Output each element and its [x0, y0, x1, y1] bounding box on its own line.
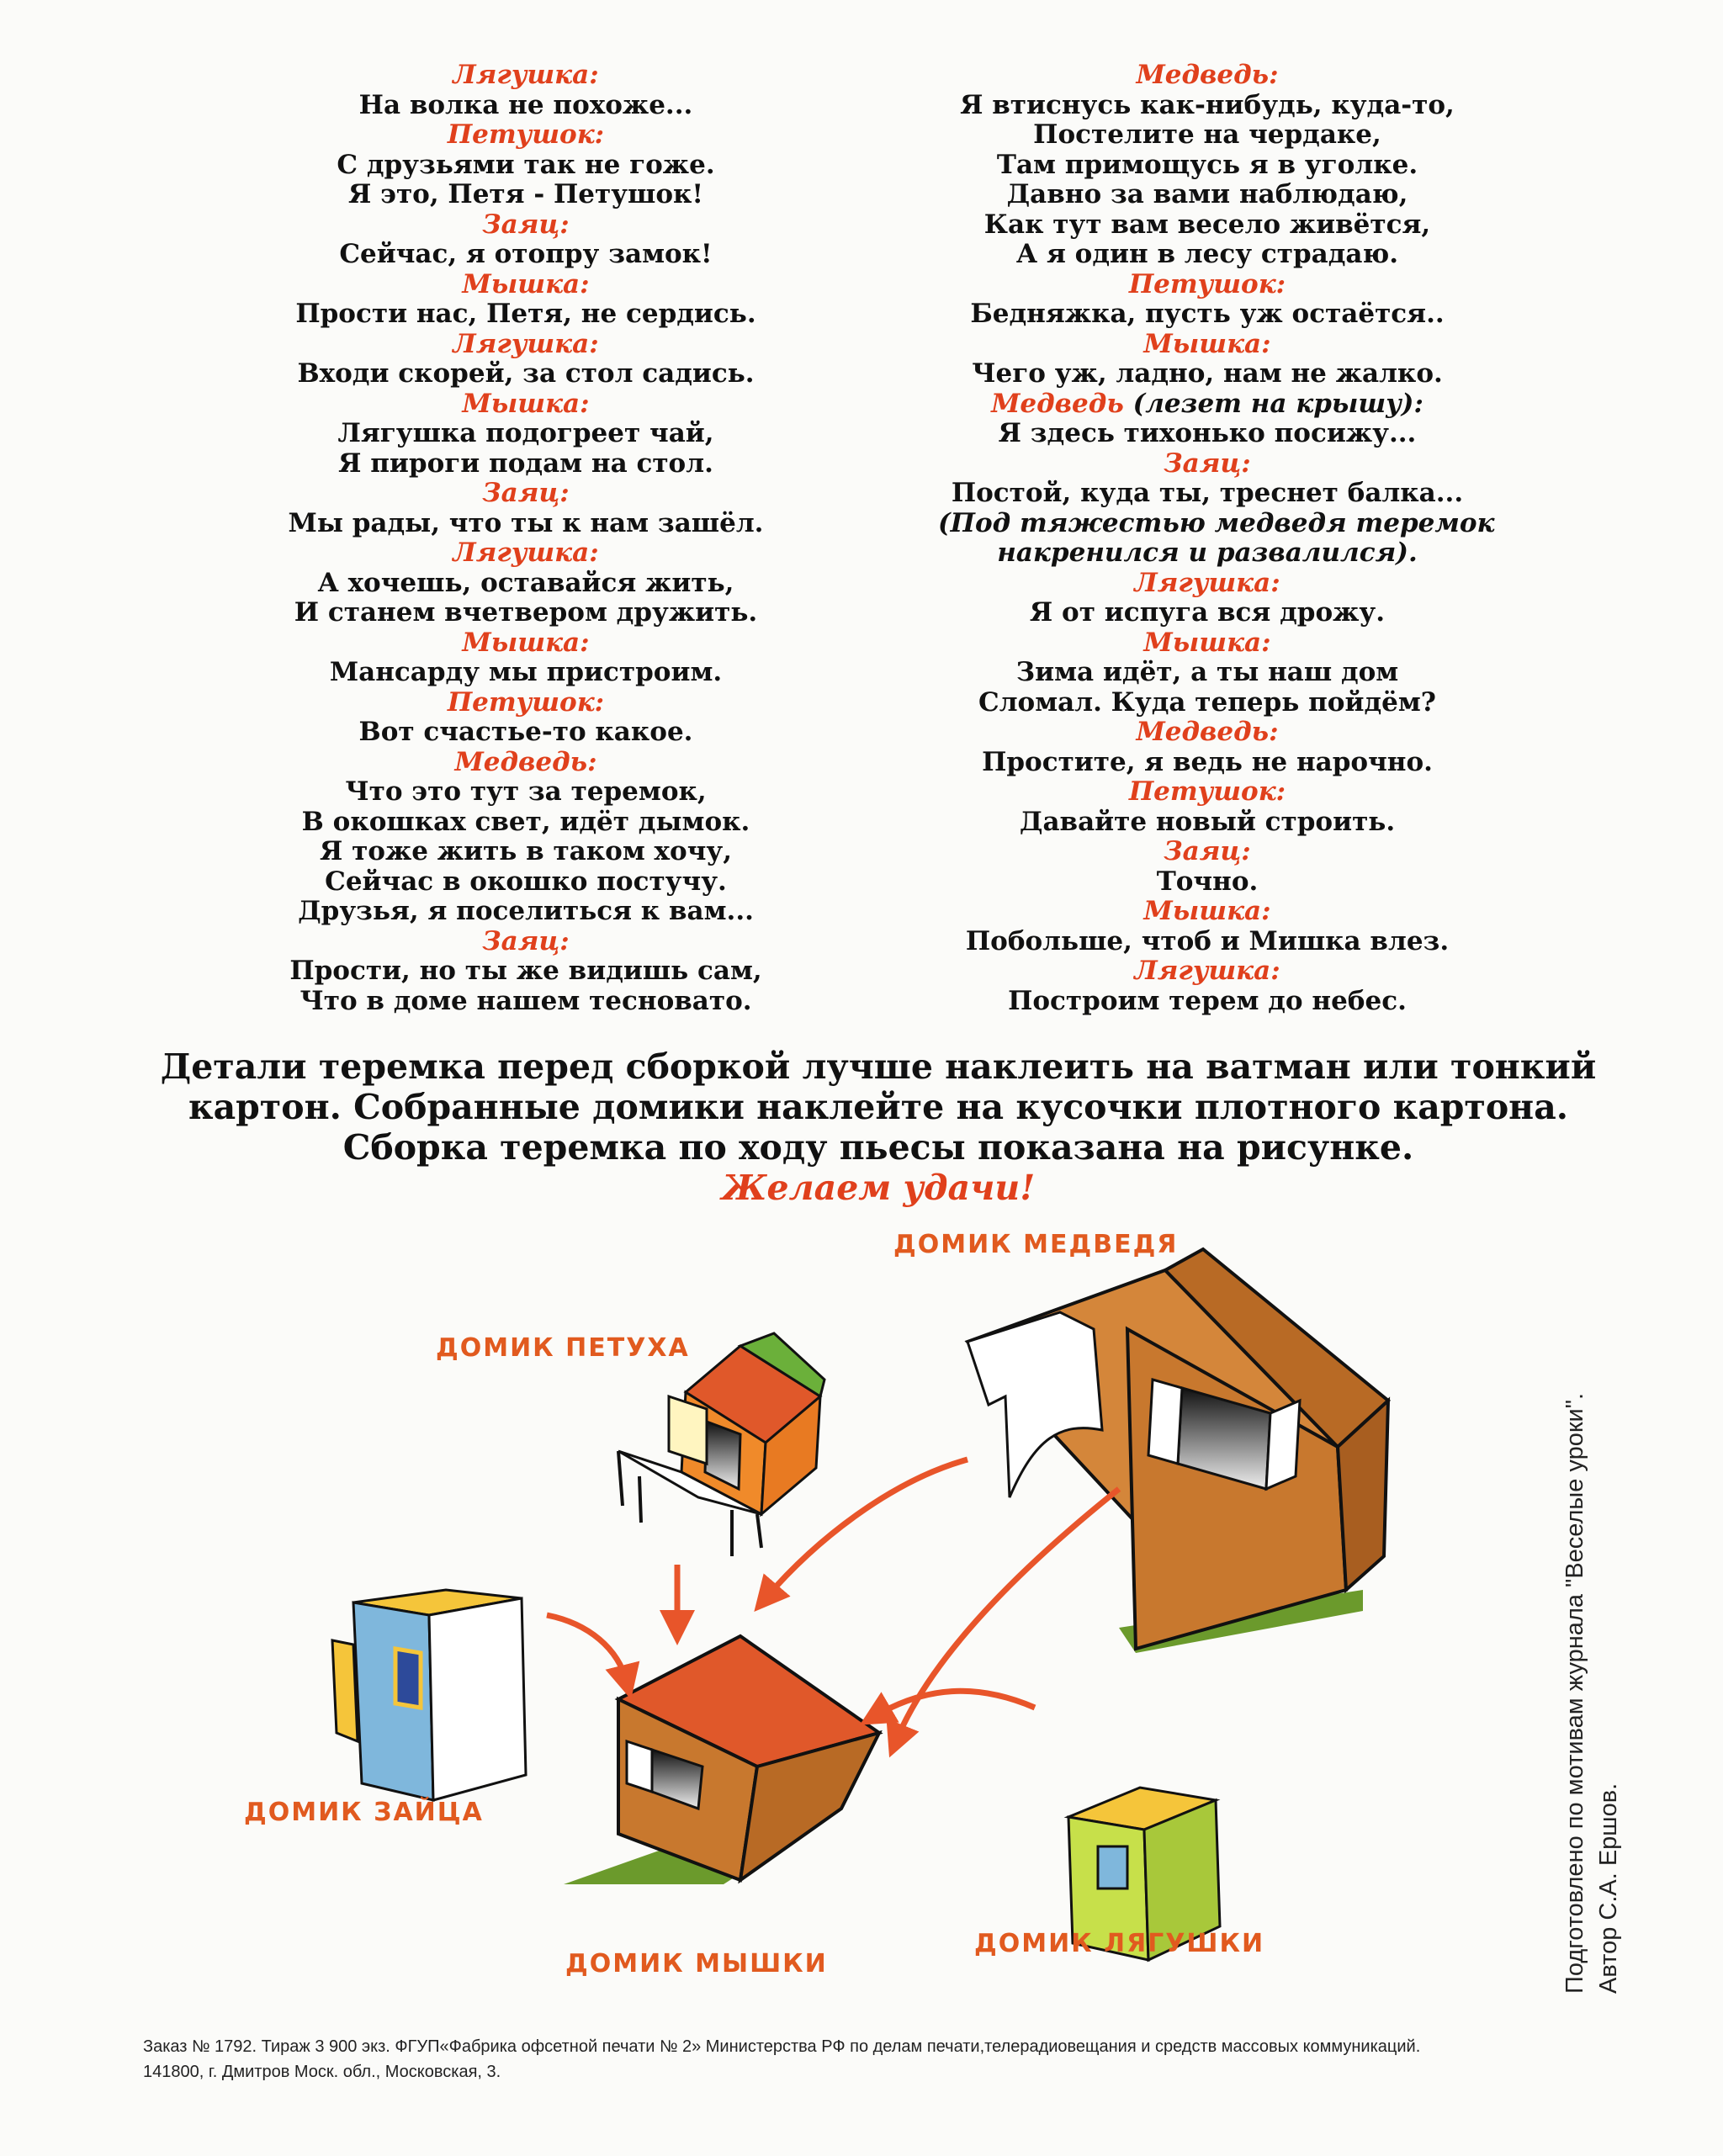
- dialogue-line: Постой, куда ты, треснет балка...: [951, 478, 1464, 508]
- assembly-note-line: Детали теремка перед сборкой лучше наклеить на ватман или тонкий: [160, 1046, 1597, 1087]
- speaker-name: Петушок:: [447, 119, 605, 150]
- speaker-name: Мышка:: [1143, 627, 1271, 658]
- speaker-name: Петушок:: [1128, 776, 1286, 807]
- dialogue-line: Вот счастье-то какое.: [358, 717, 693, 747]
- speaker-name: Медведь:: [454, 746, 597, 777]
- speaker-name: Мышка:: [462, 268, 590, 299]
- dialogue-line: С друзьями так не гоже.: [337, 149, 715, 180]
- dialogue-line: Я тоже жить в таком хочу,: [319, 836, 733, 866]
- dialogue-line: Друзья, я поселиться к вам...: [298, 896, 754, 926]
- credit-line: Автор С.А. Ершов.: [1595, 1783, 1622, 1994]
- dialogue-line: Прости нас, Петя, не сердись.: [295, 299, 756, 329]
- dialogue-line: Бедняжка, пусть уж остаётся..: [970, 299, 1445, 329]
- rooster-house-illustration: [618, 1333, 824, 1556]
- credit-vertical: [1558, 1393, 1625, 1994]
- stage-direction: (Под тяжестью медведя теремок: [938, 507, 1495, 538]
- dialogue-line: Я пироги подам на стол.: [338, 448, 713, 479]
- assembly-note-line: Сборка теремка по ходу пьесы показана на рисунке.: [342, 1127, 1414, 1168]
- label-rooster-house: ДОМИК ПЕТУХА: [436, 1333, 690, 1363]
- dialogue-line: Я втиснусь как-нибудь, куда-то,: [960, 89, 1455, 120]
- dialogue-line: Давно за вами наблюдаю,: [1006, 179, 1408, 209]
- good-luck-wish: Желаем удачи!: [721, 1168, 1036, 1208]
- dialogue-line: Что в доме нашем тесновато.: [300, 985, 752, 1016]
- dialogue-line: Прости, но ты же видишь сам,: [289, 956, 762, 986]
- label-hare-house: ДОМИК ЗАЙЦА: [244, 1798, 484, 1827]
- dialogue-line: А я один в лесу страдаю.: [1015, 239, 1399, 269]
- dialogue-line: Я это, Петя - Петушок!: [347, 179, 704, 209]
- speaker-name: Мышка:: [1143, 896, 1271, 926]
- speaker-name: Петушок:: [1128, 268, 1286, 299]
- speaker-name: Лягушка:: [453, 60, 599, 90]
- speaker-name: Мышка:: [462, 627, 590, 658]
- imprint-line: Заказ № 1792. Тираж 3 900 экз. ФГУП«Фабрика офсетной печати № 2» Министерства РФ по делам печати,телерадиовещания и средств массовых коммуникаций.: [143, 2037, 1421, 2056]
- label-frog-house: ДОМИК ЛЯГУШКИ: [974, 1929, 1265, 1958]
- speaker-name: Заяц:: [1164, 448, 1251, 479]
- dialogue-line: Мы рады, что ты к нам зашёл.: [288, 507, 764, 538]
- dialogue-line: Как тут вам весело живётся,: [983, 209, 1431, 240]
- dialogue-line: Входи скорей, за стол садись.: [297, 358, 755, 389]
- dialogue-line: Лягушка подогреет чай,: [337, 418, 714, 448]
- credit-line: Подготовлено по мотивам журнала "Веселые уроки".: [1561, 1392, 1588, 1994]
- dialogue-line: Сейчас, я отопру замок!: [339, 239, 713, 269]
- speaker-name: Заяц:: [482, 925, 570, 956]
- assembly-note-line: картон. Собранные домики наклейте на кусочки плотного картона.: [188, 1087, 1569, 1127]
- dialogue-line: Зима идёт, а ты наш дом: [1015, 657, 1399, 687]
- dialogue-line: Я от испуга вся дрожу.: [1029, 597, 1386, 628]
- dialogue-line: Побольше, чтоб и Мишка влез.: [965, 925, 1450, 956]
- speaker-name: Мышка:: [1143, 328, 1271, 359]
- dialogue-line: Сломал. Куда теперь пойдём?: [978, 686, 1436, 718]
- label-mouse-house: ДОМИК МЫШКИ: [565, 1949, 828, 1979]
- dialogue-line: Что это тут за теремок,: [345, 776, 707, 807]
- speaker-name: Лягушка:: [453, 538, 599, 568]
- dialogue-line: Давайте новый строить.: [1019, 806, 1396, 837]
- bear-house-illustration: [968, 1249, 1388, 1653]
- stage-direction: (лезет на крышу):: [1123, 388, 1423, 419]
- imprint-footer: [143, 2034, 1641, 2084]
- stage-direction: накренился и развалился).: [997, 538, 1418, 568]
- dialogue-line: Сейчас в окошко постучу.: [325, 866, 727, 897]
- dialogue-line: Точно.: [1156, 866, 1259, 897]
- speaker-name: Заяц:: [1164, 836, 1251, 866]
- mouse-house-illustration: [564, 1636, 879, 1884]
- speaker-name: Медведь:: [1136, 717, 1279, 747]
- dialogue-line: А хочешь, оставайся жить,: [317, 567, 734, 598]
- speaker-name: Заяц:: [482, 209, 570, 240]
- speaker-name: Лягушка:: [453, 328, 599, 359]
- dialogue-line: Постелите на чердаке,: [1033, 119, 1381, 150]
- speaker-name: Петушок:: [447, 686, 605, 718]
- dialogue-line: Простите, я ведь не нарочно.: [982, 746, 1433, 777]
- dialogue-line: Чего уж, ладно, нам не жалко.: [972, 358, 1443, 389]
- speaker-name: Лягушка:: [1134, 567, 1280, 598]
- dialogue-line: Там примощусь я в уголке.: [996, 149, 1418, 180]
- dialogue-line: В окошках свет, идёт дымок.: [301, 806, 750, 837]
- dialogue-line: Построим терем до небес.: [1008, 985, 1407, 1016]
- dialogue-line: Мансарду мы пристроим.: [329, 657, 723, 687]
- speaker-name: Медведь:: [1136, 60, 1279, 90]
- dialogue-line: На волка не похоже...: [358, 89, 693, 120]
- speaker-name: Заяц:: [482, 478, 570, 508]
- speaker-name: Медведь: [991, 388, 1124, 419]
- imprint-line: 141800, г. Дмитров Моск. обл., Московская, 3.: [143, 2063, 501, 2081]
- speaker-name: Лягушка:: [1134, 956, 1280, 986]
- hare-house-illustration: [332, 1590, 526, 1800]
- dialogue-line: Я здесь тихонько посижу...: [998, 418, 1417, 448]
- dialogue-line: И станем вчетвером дружить.: [294, 597, 758, 628]
- label-bear-house: ДОМИК МЕДВЕДЯ: [893, 1230, 1179, 1259]
- speaker-name: Мышка:: [462, 388, 590, 419]
